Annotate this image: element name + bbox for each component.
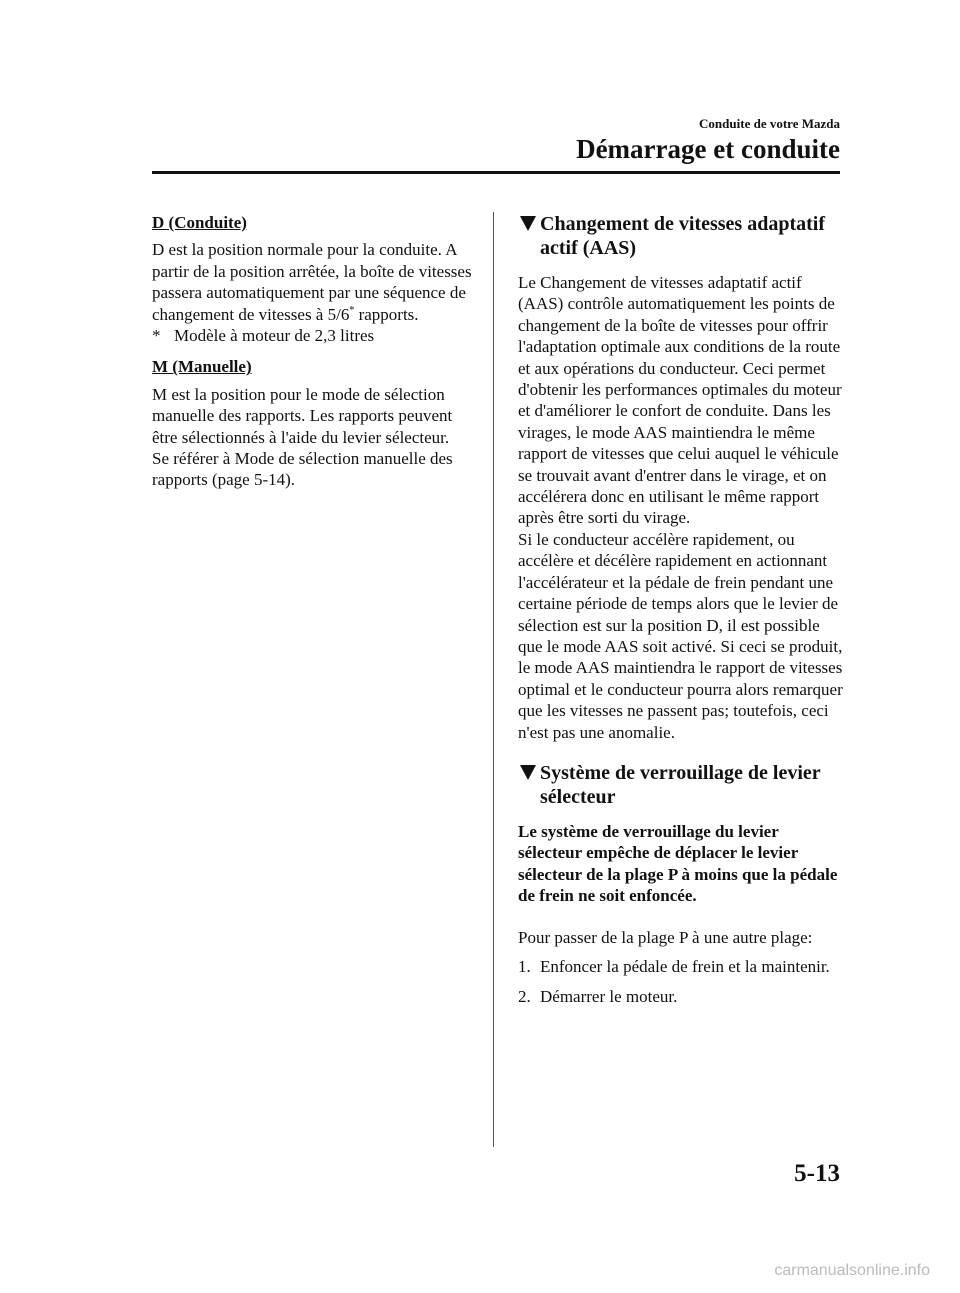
footnote-text: Modèle à moteur de 2,3 litres: [174, 326, 375, 346]
column-divider: [493, 212, 494, 1147]
triangle-bullet-icon: [520, 765, 536, 780]
chapter-header: Conduite de votre Mazda: [699, 116, 840, 131]
d-drive-paragraph: [152, 239, 474, 325]
aas-paragraph-2: Si le conducteur accélère rapidement, ou accélère et décélère rapidement en actionnant l'accélérateur et la pédale de frein pendant une certaine période de temps alors que le levier de sélection est sur la position D, il est possible que le mode AAS soit activé. Si ceci se produit, le mode AAS maintiendra le rapport de vitesses optimal et le conducteur pourra alors remarquer que les vitesses ne passent pas; toutefois, ceci n'est pas une anomalie.: [518, 529, 843, 742]
list-item: [518, 956, 843, 977]
shift-lock-summary: Le système de verrouillage du levier sélecteur empêche de déplacer le levier sélecteur de la plage P à moins que la pédale de frein ne soit enfoncée.: [518, 821, 838, 906]
page-number: 5-13: [794, 1160, 840, 1187]
d-drive-text-end: rapports.: [354, 304, 419, 324]
asterisk-marker: *: [349, 304, 355, 316]
footnote-mark: *: [152, 326, 161, 346]
watermark: carmanualsonline.info: [774, 1262, 930, 1279]
m-manual-paragraph: M est la position pour le mode de sélection manuelle des rapports. Les rapports peuvent être sélectionnés à l'aide du levier sélecteur.: [152, 384, 453, 447]
triangle-bullet-icon: [520, 216, 536, 231]
list-item-text: Démarrer le moteur.: [540, 987, 678, 1007]
section-title: Démarrage et conduite: [576, 134, 840, 164]
list-item: [518, 986, 843, 1007]
shift-lock-intro: Pour passer de la plage P à une autre plage:: [518, 927, 813, 947]
shift-lock-heading: [518, 761, 843, 809]
list-item-number: 2.: [518, 987, 531, 1007]
d-drive-subheading: D (Conduite): [152, 213, 247, 232]
header-rule: [152, 171, 840, 174]
aas-heading: [518, 212, 843, 260]
list-item-number: 1.: [518, 956, 531, 976]
footnote: [152, 325, 474, 346]
m-manual-subheading: M (Manuelle): [152, 357, 252, 377]
left-column: [152, 212, 474, 491]
right-column: [518, 212, 843, 1017]
list-item-text: Enfoncer la pédale de frein et la maintenir.: [540, 956, 830, 976]
aas-paragraph-1: Le Changement de vitesses adaptatif actif (AAS) contrôle automatiquement les points de changement de la boîte de vitesses pour offrir l'adaptation optimale aux conditions de la route et aux opérations du conducteur. Ceci permet d'obtenir les performances optimales du moteur et d'améliorer le confort de conduite. Dans les virages, le mode AAS maintiendra le même rapport de vitesses que celui auquel le véhicule se trouvait avant d'entrer dans le virage, et on accélérera donc en utilisant le même rapport après être sorti du virage.: [518, 273, 842, 528]
d-drive-text: D est la position normale pour la conduite. A partir de la position arrêtée, la boîte de vitesses passera automatiquement par une séquence de changement de vitesses à 5/6: [152, 240, 472, 324]
m-manual-reference: Se référer à Mode de sélection manuelle des rapports (page 5-14).: [152, 449, 453, 490]
shift-lock-heading-text: Système de verrouillage de levier sélecteur: [540, 761, 821, 808]
aas-heading-text: Changement de vitesses adaptatif actif (AAS): [540, 213, 825, 259]
